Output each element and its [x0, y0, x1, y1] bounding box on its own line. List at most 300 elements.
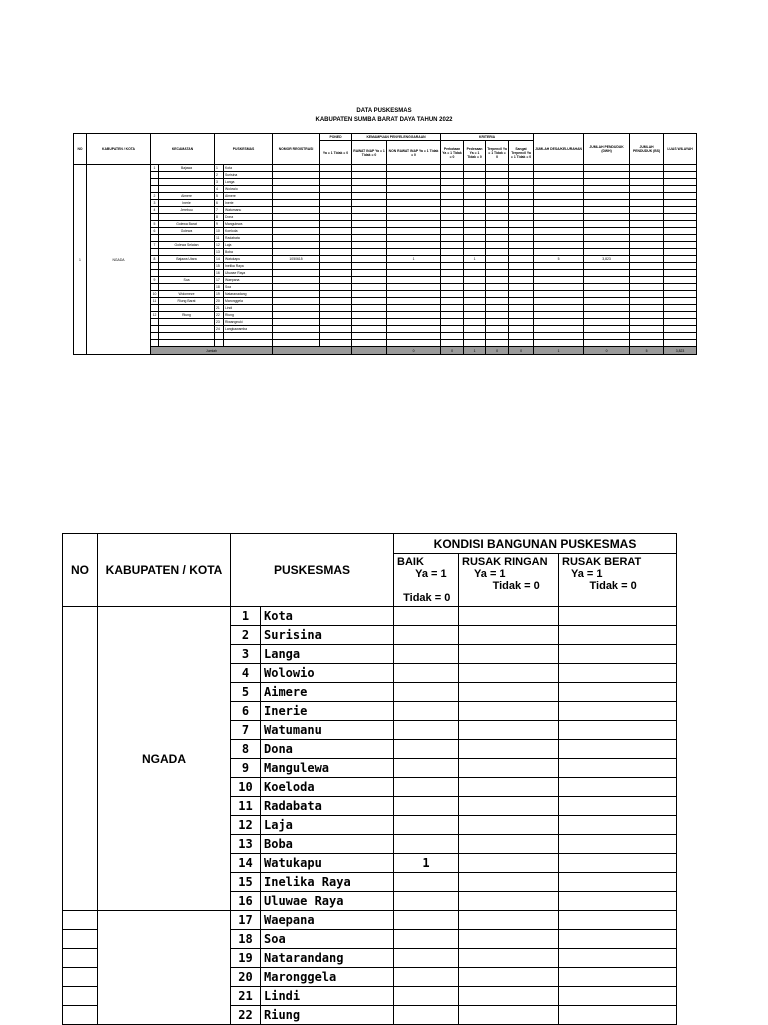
kecamatan-name	[159, 172, 215, 179]
puskesmas-name: Kota	[224, 165, 273, 172]
pedesaan-cell	[464, 249, 486, 256]
puskesmas-name: Watumanu	[261, 721, 394, 740]
puskesmas-number: 5	[231, 683, 261, 702]
puskesmas-number: 6	[231, 702, 261, 721]
sangat-terpencil-cell	[509, 186, 534, 193]
kecamatan-no	[151, 214, 159, 221]
puskesmas-name: Riwangnuki	[224, 319, 273, 326]
nomor-registrasi	[273, 291, 320, 298]
summary-row	[74, 263, 697, 270]
poned-cell	[320, 207, 352, 214]
total-empty	[273, 347, 352, 355]
kecamatan-name	[159, 179, 215, 186]
rawat-inap-cell	[352, 256, 387, 263]
summary-row	[74, 242, 697, 249]
kecamatan-name	[159, 284, 215, 291]
rusak-berat-cell	[559, 968, 677, 987]
nomor-registrasi	[273, 172, 320, 179]
penduduk-dwh-cell	[584, 319, 630, 326]
kecamatan-name	[159, 263, 215, 270]
puskesmas-name: Riung	[224, 312, 273, 319]
empty-cell	[273, 340, 320, 347]
rusak-ringan-cell	[459, 702, 559, 721]
summary-row	[74, 256, 697, 263]
penduduk-dwh-cell	[584, 235, 630, 242]
rusak-berat-cell	[559, 778, 677, 797]
summary-row	[74, 193, 697, 200]
perkotaan-cell	[441, 172, 464, 179]
header-kriteria: KRITERIA	[441, 134, 534, 141]
non-rawat-inap-cell	[387, 214, 441, 221]
pedesaan-cell	[464, 179, 486, 186]
rawat-inap-cell	[352, 291, 387, 298]
empty-cell	[664, 333, 697, 340]
nomor-registrasi	[273, 326, 320, 333]
puskesmas-name: Wolowio	[224, 186, 273, 193]
puskesmas-no: 15	[215, 263, 224, 270]
big-kabupaten-cell: NGADA	[98, 607, 231, 911]
rusak-berat-cell	[559, 645, 677, 664]
empty-cell	[387, 340, 441, 347]
poned-cell	[320, 298, 352, 305]
kecamatan-no: 10	[151, 291, 159, 298]
penduduk-bs-cell	[630, 305, 664, 312]
empty-cell	[352, 333, 387, 340]
penduduk-bs-cell	[630, 256, 664, 263]
puskesmas-name: Maronggela	[224, 298, 273, 305]
poned-cell	[320, 242, 352, 249]
sangat-terpencil-cell	[509, 326, 534, 333]
luas-wilayah-cell	[664, 312, 697, 319]
kecamatan-name: Soa	[159, 277, 215, 284]
puskesmas-no: 23	[215, 319, 224, 326]
puskesmas-summary-table	[73, 133, 697, 355]
perkotaan-cell	[441, 228, 464, 235]
rusak-berat-cell	[559, 1006, 677, 1025]
sangat-terpencil-cell	[509, 221, 534, 228]
puskesmas-no: 11	[215, 235, 224, 242]
header-kecamatan: KECAMATAN	[151, 134, 215, 165]
empty-cell	[320, 333, 352, 340]
terpencil-cell	[486, 165, 509, 172]
rusak-berat-cell	[559, 873, 677, 892]
empty-cell	[509, 340, 534, 347]
kecamatan-no: 3	[151, 200, 159, 207]
perkotaan-cell	[441, 291, 464, 298]
terpencil-cell	[486, 263, 509, 270]
pedesaan-cell	[464, 298, 486, 305]
puskesmas-number: 4	[231, 664, 261, 683]
terpencil-cell	[486, 270, 509, 277]
document-title-block	[0, 107, 768, 125]
empty-cell	[464, 340, 486, 347]
pedesaan-cell	[464, 319, 486, 326]
empty-cell	[320, 340, 352, 347]
rusak-ringan-cell	[459, 930, 559, 949]
summary-empty-row	[74, 333, 697, 340]
puskesmas-row	[63, 911, 677, 930]
jumlah-desa-cell	[534, 277, 584, 284]
baik-cell	[394, 930, 459, 949]
non-rawat-inap-cell	[387, 235, 441, 242]
summary-row	[74, 305, 697, 312]
perkotaan-cell	[441, 186, 464, 193]
puskesmas-number: 20	[231, 968, 261, 987]
sangat-terpencil-cell	[509, 165, 534, 172]
jumlah-desa-cell	[534, 186, 584, 193]
puskesmas-no: 13	[215, 249, 224, 256]
puskesmas-name: Dona	[224, 214, 273, 221]
rusak-ringan-cell	[459, 1006, 559, 1025]
jumlah-desa-cell	[534, 326, 584, 333]
kecamatan-name: Bajawa	[159, 165, 215, 172]
kecamatan-no: 12	[151, 312, 159, 319]
penduduk-dwh-cell	[584, 277, 630, 284]
big-header-rusak-berat: RUSAK BERAT Ya = 1 Tidak = 0	[559, 554, 677, 607]
rawat-inap-cell	[352, 270, 387, 277]
luas-wilayah-cell	[664, 249, 697, 256]
puskesmas-no: 3	[215, 179, 224, 186]
baik-cell	[394, 740, 459, 759]
penduduk-dwh-cell	[584, 242, 630, 249]
kecamatan-no: 11	[151, 298, 159, 305]
pedesaan-cell: 1	[464, 256, 486, 263]
header-pedesaan: Pedesaan Ya = 1 Tidak = 0	[464, 141, 486, 165]
poned-cell	[320, 172, 352, 179]
luas-wilayah-cell	[664, 214, 697, 221]
empty-cell	[441, 333, 464, 340]
nomor-registrasi	[273, 179, 320, 186]
terpencil-cell	[486, 242, 509, 249]
puskesmas-number: 22	[231, 1006, 261, 1025]
pedesaan-cell	[464, 270, 486, 277]
puskesmas-number: 16	[231, 892, 261, 911]
total-dwh: 3,823	[664, 347, 697, 355]
pedesaan-cell	[464, 228, 486, 235]
luas-wilayah-cell	[664, 270, 697, 277]
puskesmas-number: 1	[231, 607, 261, 626]
penduduk-dwh-cell	[584, 270, 630, 277]
kecamatan-no	[151, 326, 159, 333]
pedesaan-cell	[464, 312, 486, 319]
poned-cell	[320, 305, 352, 312]
non-rawat-inap-cell	[387, 221, 441, 228]
empty-cell	[584, 333, 630, 340]
puskesmas-name: Watumanu	[224, 207, 273, 214]
baik-cell	[394, 835, 459, 854]
header-luas-wilayah: LUAS WILAYAH	[664, 134, 697, 165]
empty-cell	[273, 333, 320, 340]
summary-row	[74, 235, 697, 242]
perkotaan-cell	[441, 284, 464, 291]
kecamatan-no: 4	[151, 207, 159, 214]
luas-wilayah-cell	[664, 298, 697, 305]
penduduk-dwh-cell	[584, 305, 630, 312]
non-rawat-inap-cell	[387, 263, 441, 270]
nomor-registrasi	[273, 284, 320, 291]
kecamatan-no	[151, 249, 159, 256]
non-rawat-inap-cell	[387, 242, 441, 249]
terpencil-cell	[486, 193, 509, 200]
rawat-inap-cell	[352, 319, 387, 326]
kecamatan-name	[159, 249, 215, 256]
puskesmas-no: 6	[215, 200, 224, 207]
summary-kabupaten: NGADA	[87, 165, 151, 355]
puskesmas-name: Aimere	[261, 683, 394, 702]
kecamatan-name	[159, 214, 215, 221]
total-perkotaan: 0	[486, 347, 509, 355]
rusak-berat-cell	[559, 835, 677, 854]
poned-cell	[320, 228, 352, 235]
empty-cell	[159, 333, 215, 340]
empty-cell	[534, 333, 584, 340]
penduduk-dwh-cell	[584, 165, 630, 172]
sangat-terpencil-cell	[509, 291, 534, 298]
kecamatan-no	[151, 179, 159, 186]
kondisi-bangunan-table	[62, 533, 677, 1025]
poned-cell	[320, 249, 352, 256]
sangat-terpencil-cell	[509, 305, 534, 312]
rusak-ringan-cell	[459, 626, 559, 645]
puskesmas-name: Kota	[261, 607, 394, 626]
penduduk-dwh-cell	[584, 186, 630, 193]
puskesmas-number: 18	[231, 930, 261, 949]
perkotaan-cell	[441, 305, 464, 312]
puskesmas-number: 17	[231, 911, 261, 930]
non-rawat-inap-cell	[387, 186, 441, 193]
luas-wilayah-cell	[664, 242, 697, 249]
header-terpencil: Terpencil Ya = 1 Tidak = 0	[486, 141, 509, 165]
pedesaan-cell	[464, 165, 486, 172]
penduduk-dwh-cell	[584, 312, 630, 319]
jumlah-desa-cell	[534, 214, 584, 221]
perkotaan-cell	[441, 249, 464, 256]
total-rawat-inap: 0	[441, 347, 464, 355]
pedesaan-cell	[464, 326, 486, 333]
baik-cell	[394, 683, 459, 702]
luas-wilayah-cell	[664, 200, 697, 207]
kecamatan-no	[151, 235, 159, 242]
summary-no: 1	[74, 165, 87, 355]
penduduk-bs-cell	[630, 312, 664, 319]
rusak-ringan-cell	[459, 607, 559, 626]
terpencil-cell	[486, 249, 509, 256]
puskesmas-no: 14	[215, 256, 224, 263]
non-rawat-inap-cell	[387, 179, 441, 186]
rawat-inap-cell	[352, 165, 387, 172]
baik-cell	[394, 949, 459, 968]
jumlah-desa-cell	[534, 165, 584, 172]
non-rawat-inap-cell	[387, 165, 441, 172]
luas-wilayah-cell	[664, 319, 697, 326]
nomor-registrasi	[273, 249, 320, 256]
terpencil-cell	[486, 291, 509, 298]
perkotaan-cell	[441, 179, 464, 186]
baik-cell	[394, 1006, 459, 1025]
kecamatan-name: Inerie	[159, 200, 215, 207]
header-sangat-terpencil: Sangat Terpencil Ya = 1 Tidak = 0	[509, 141, 534, 165]
poned-cell	[320, 179, 352, 186]
jumlah-desa-cell	[534, 263, 584, 270]
rusak-ringan-cell	[459, 911, 559, 930]
jumlah-desa-cell	[534, 172, 584, 179]
empty-cell	[224, 333, 273, 340]
penduduk-dwh-cell	[584, 172, 630, 179]
rusak-ringan-cell	[459, 778, 559, 797]
nomor-registrasi	[273, 277, 320, 284]
perkotaan-cell	[441, 298, 464, 305]
perkotaan-cell	[441, 235, 464, 242]
penduduk-bs-cell	[630, 207, 664, 214]
empty-cell	[352, 340, 387, 347]
kecamatan-no	[151, 284, 159, 291]
perkotaan-cell	[441, 200, 464, 207]
sangat-terpencil-cell	[509, 277, 534, 284]
sangat-terpencil-cell	[509, 235, 534, 242]
penduduk-bs-cell	[630, 186, 664, 193]
non-rawat-inap-cell	[387, 207, 441, 214]
rusak-ringan-cell	[459, 664, 559, 683]
empty-cell	[215, 340, 224, 347]
empty-cell	[486, 333, 509, 340]
penduduk-bs-cell	[630, 249, 664, 256]
pedesaan-cell	[464, 214, 486, 221]
sangat-terpencil-cell	[509, 193, 534, 200]
rusak-ringan-cell	[459, 854, 559, 873]
nomor-registrasi	[273, 214, 320, 221]
baik-cell	[394, 797, 459, 816]
perkotaan-cell	[441, 214, 464, 221]
penduduk-bs-cell	[630, 200, 664, 207]
jumlah-desa-cell	[534, 193, 584, 200]
non-rawat-inap-cell	[387, 305, 441, 312]
big-header-no: NO	[63, 534, 98, 607]
jumlah-desa-cell	[534, 319, 584, 326]
jumlah-desa-cell: 5	[534, 256, 584, 263]
terpencil-cell	[486, 284, 509, 291]
rawat-inap-cell	[352, 263, 387, 270]
penduduk-bs-cell	[630, 221, 664, 228]
puskesmas-no: 9	[215, 221, 224, 228]
pedesaan-cell	[464, 235, 486, 242]
baik-cell	[394, 721, 459, 740]
baik-cell	[394, 759, 459, 778]
puskesmas-name: Uluwae Raya	[261, 892, 394, 911]
puskesmas-no: 24	[215, 326, 224, 333]
kecamatan-no	[151, 263, 159, 270]
sangat-terpencil-cell	[509, 270, 534, 277]
rusak-ringan-cell	[459, 683, 559, 702]
summary-row	[74, 326, 697, 333]
penduduk-dwh-cell	[584, 214, 630, 221]
poned-cell	[320, 284, 352, 291]
nomor-registrasi	[273, 228, 320, 235]
rusak-ringan-cell	[459, 949, 559, 968]
non-rawat-inap-cell	[387, 326, 441, 333]
puskesmas-no: 4	[215, 186, 224, 193]
header-poned: Ya = 1 Tidak = 0	[320, 141, 352, 165]
summary-row	[74, 200, 697, 207]
rusak-berat-cell	[559, 797, 677, 816]
big-header-kondisi: KONDISI BANGUNAN PUSKESMAS	[394, 534, 677, 554]
puskesmas-name: Koeloda	[224, 228, 273, 235]
puskesmas-name: Boba	[261, 835, 394, 854]
summary-row	[74, 228, 697, 235]
non-rawat-inap-cell	[387, 277, 441, 284]
total-non-rawat-inap: 1	[464, 347, 486, 355]
puskesmas-no: 7	[215, 207, 224, 214]
pedesaan-cell	[464, 221, 486, 228]
puskesmas-number: 8	[231, 740, 261, 759]
pedesaan-cell	[464, 277, 486, 284]
header-kemampuan: KEMAMPUAN PENYELENGGARAAN	[352, 134, 441, 141]
puskesmas-no: 21	[215, 305, 224, 312]
kecamatan-name: Jerebuu	[159, 207, 215, 214]
sangat-terpencil-cell	[509, 256, 534, 263]
jumlah-desa-cell	[534, 200, 584, 207]
rusak-ringan-cell	[459, 759, 559, 778]
puskesmas-no: 2	[215, 172, 224, 179]
puskesmas-number: 2	[231, 626, 261, 645]
terpencil-cell	[486, 228, 509, 235]
nomor-registrasi	[273, 200, 320, 207]
puskesmas-no: 10	[215, 228, 224, 235]
luas-wilayah-cell	[664, 284, 697, 291]
rusak-ringan-cell	[459, 740, 559, 759]
baik-cell	[394, 645, 459, 664]
baik-cell	[394, 626, 459, 645]
rawat-inap-cell	[352, 326, 387, 333]
penduduk-dwh-cell	[584, 193, 630, 200]
sangat-terpencil-cell	[509, 172, 534, 179]
kecamatan-name: Golewa Barat	[159, 221, 215, 228]
header-rawat-inap: RAWAT INAP Ya = 1 Tidak = 0	[352, 141, 387, 165]
sangat-terpencil-cell	[509, 263, 534, 270]
perkotaan-cell	[441, 312, 464, 319]
luas-wilayah-cell	[664, 235, 697, 242]
puskesmas-name: Waepana	[261, 911, 394, 930]
rusak-berat-cell	[559, 892, 677, 911]
perkotaan-cell	[441, 165, 464, 172]
big-header-puskesmas: PUSKESMAS	[231, 534, 394, 607]
kecamatan-no: 6	[151, 228, 159, 235]
big-header-rusak-ringan: RUSAK RINGAN Ya = 1 Tidak = 0	[459, 554, 559, 607]
puskesmas-name: Radabata	[261, 797, 394, 816]
nomor-registrasi	[273, 186, 320, 193]
nomor-registrasi	[273, 221, 320, 228]
puskesmas-no: 22	[215, 312, 224, 319]
baik-cell	[394, 987, 459, 1006]
kecamatan-name: Bajawa Utara	[159, 256, 215, 263]
puskesmas-name: Inelika Raya	[261, 873, 394, 892]
empty-cell	[215, 333, 224, 340]
penduduk-bs-cell	[630, 172, 664, 179]
puskesmas-name: Watukapu	[224, 256, 273, 263]
perkotaan-cell	[441, 277, 464, 284]
summary-row	[74, 165, 697, 172]
header-poned-group: PONED	[320, 134, 352, 141]
luas-wilayah-cell	[664, 186, 697, 193]
header-no: NO	[74, 134, 87, 165]
rusak-berat-cell	[559, 949, 677, 968]
kecamatan-name: Riung Barat	[159, 298, 215, 305]
luas-wilayah-cell	[664, 193, 697, 200]
summary-row	[74, 277, 697, 284]
poned-cell	[320, 186, 352, 193]
puskesmas-name: Koeloda	[261, 778, 394, 797]
penduduk-bs-cell	[630, 263, 664, 270]
nomor-registrasi	[273, 207, 320, 214]
